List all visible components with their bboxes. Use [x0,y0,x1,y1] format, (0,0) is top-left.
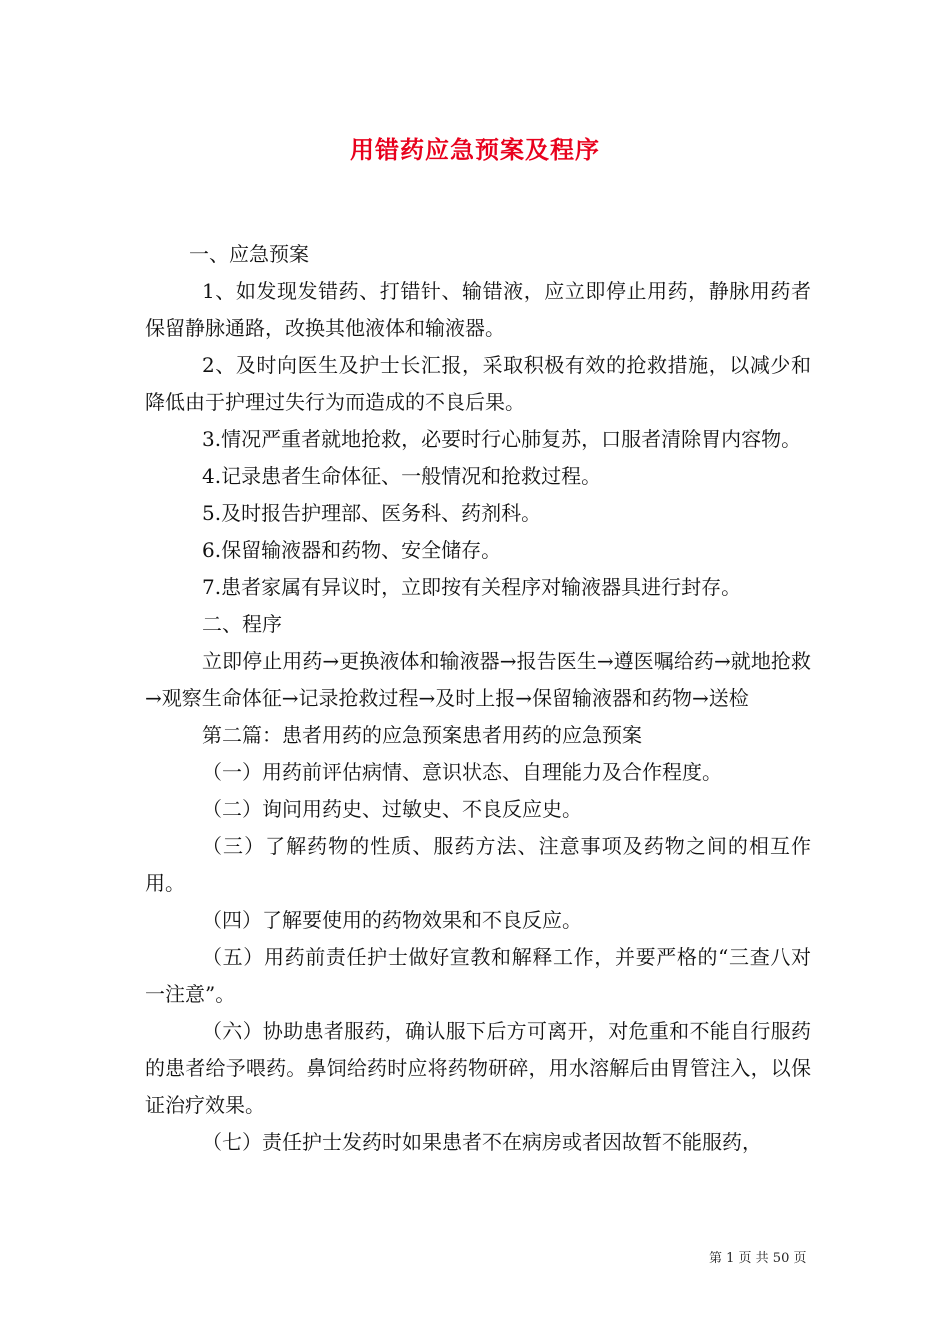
paragraph: （七）责任护士发药时如果患者不在病房或者因故暂不能服药， [202,1130,762,1154]
paragraph: （四）了解要使用的药物效果和不良反应。 [202,908,582,932]
page-title: 用错药应急预案及程序 [350,136,600,164]
paragraph: （一）用药前评估病情、意识状态、自理能力及合作程度。 [202,760,722,784]
paragraph: 立即停止用药→更换液体和输液器→报告医生→遵医嘱给药→就地抢救→观察生命体征→记录抢救过程→及时上报→保留输液器和药物→送检 [145,649,811,710]
paragraph: 二、程序 [202,612,282,636]
paragraph: 4.记录患者生命体征、一般情况和抢救过程。 [202,464,602,488]
paragraph: 1、如发现发错药、打错针、输错液，应立即停止用药，静脉用药者保留静脉通路，改换其他液体和输液器。 [145,279,811,340]
paragraph: 3.情况严重者就地抢救，必要时行心肺复苏，口服者清除胃内容物。 [202,427,802,451]
page-number: 第 1 页 共 50 页 [709,1251,807,1266]
paragraph: （二）询问用药史、过敏史、不良反应史。 [202,797,582,821]
document-body [145,236,811,1161]
paragraph: 一、应急预案 [189,242,309,266]
paragraph: 第二篇：患者用药的应急预案患者用药的应急预案 [202,723,642,747]
paragraph: 6.保留输液器和药物、安全储存。 [202,538,502,562]
paragraph: （三）了解药物的性质、服药方法、注意事项及药物之间的相互作用。 [145,834,811,895]
paragraph: 2、及时向医生及护士长汇报，采取积极有效的抢救措施，以减少和降低由于护理过失行为而造成的不良后果。 [145,353,811,414]
paragraph: 7.患者家属有异议时，立即按有关程序对输液器具进行封存。 [202,575,742,599]
paragraph: （六）协助患者服药，确认服下后方可离开，对危重和不能自行服药的患者给予喂药。鼻饲给药时应将药物研碎，用水溶解后由胃管注入，以保证治疗效果。 [145,1019,811,1117]
paragraph: 5.及时报告护理部、医务科、药剂科。 [202,501,542,525]
paragraph: （五）用药前责任护士做好宣教和解释工作，并要严格的“三查八对一注意”。 [145,945,811,1006]
